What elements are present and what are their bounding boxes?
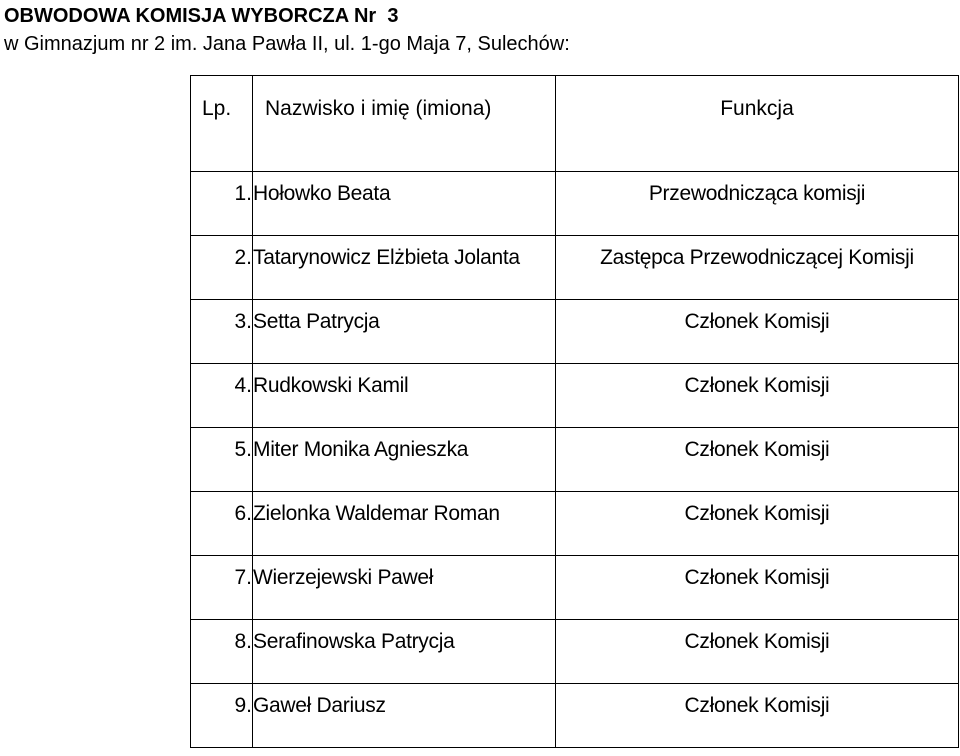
table-row [191, 428, 959, 492]
members-table [190, 75, 959, 748]
member-function: Przewodnicząca komisji [556, 172, 959, 236]
row-number: 6. [191, 492, 253, 556]
table-row [191, 556, 959, 620]
commission-title: OBWODOWA KOMISJA WYBORCZA Nr 3 [4, 5, 399, 27]
commission-address: w Gimnazjum nr 2 im. Jana Pawła II, ul. 1-go Maja 7, Sulechów: [4, 33, 570, 55]
column-header-function: Funkcja [556, 76, 959, 172]
table-row [191, 300, 959, 364]
member-name: Hołowko Beata [253, 172, 556, 236]
member-name: Tatarynowicz Elżbieta Jolanta [253, 236, 556, 300]
table-header-row [191, 76, 959, 172]
member-function: Członek Komisji [556, 556, 959, 620]
column-header-name: Nazwisko i imię (imiona) [253, 76, 556, 172]
member-function: Członek Komisji [556, 364, 959, 428]
column-header-lp: Lp. [191, 76, 253, 172]
member-function: Członek Komisji [556, 492, 959, 556]
member-name: Gaweł Dariusz [253, 684, 556, 748]
member-function: Członek Komisji [556, 300, 959, 364]
member-name: Serafinowska Patrycja [253, 620, 556, 684]
member-function: Członek Komisji [556, 620, 959, 684]
table-row [191, 620, 959, 684]
member-name: Rudkowski Kamil [253, 364, 556, 428]
row-number: 7. [191, 556, 253, 620]
table-row [191, 492, 959, 556]
table-row [191, 172, 959, 236]
row-number: 8. [191, 620, 253, 684]
document-header [4, 2, 570, 58]
member-function: Zastępca Przewodniczącej Komisji [556, 236, 959, 300]
row-number: 9. [191, 684, 253, 748]
row-number: 1. [191, 172, 253, 236]
table-row [191, 364, 959, 428]
member-function: Członek Komisji [556, 428, 959, 492]
member-name: Wierzejewski Paweł [253, 556, 556, 620]
member-function: Członek Komisji [556, 684, 959, 748]
table-row [191, 684, 959, 748]
table-row [191, 236, 959, 300]
row-number: 3. [191, 300, 253, 364]
row-number: 5. [191, 428, 253, 492]
member-name: Miter Monika Agnieszka [253, 428, 556, 492]
member-name: Zielonka Waldemar Roman [253, 492, 556, 556]
row-number: 2. [191, 236, 253, 300]
member-name: Setta Patrycja [253, 300, 556, 364]
row-number: 4. [191, 364, 253, 428]
